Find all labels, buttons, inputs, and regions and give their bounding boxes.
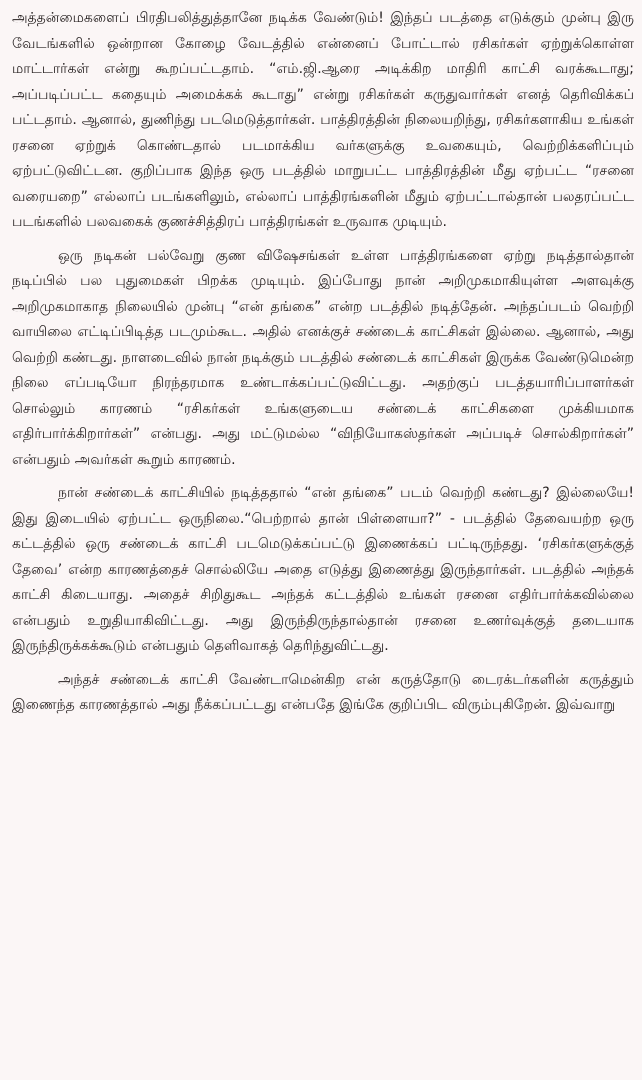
- paragraph-2: ஒரு நடிகன் பல்வேறு குண விஷேசங்கள் உள்ள பாத்திரங்களை ஏற்று நடித்தால்தான் நடிப்பில் பல புதுமைகள் பிறக்க முடியும். இப்போது நான் அறிமுகமாகியுள்ள அளவுக்கு அறிமுகமாகாத நிலையில் முன்பு “என் தங்கை” என்ற படத்தில் நடித்தேன். அந்தப்படம் வெற்றி வாயிலை எட்டிப்பிடித்த படமும்கூட. அதில் எனக்குச் சண்டைக் காட்சிகள் இல்லை. ஆனால், அது வெற்றி கண்டது. நாளடைவில் நான் நடிக்கும் படத்தில் சண்டைக் காட்சிகள் இருக்க வேண்டுமென்ற நிலை எப்படியோ நிரந்தரமாக உண்டாக்கப்பட்டுவிட்டது. அதற்குப் படத்தயாரிப்பாளர்கள் சொல்லும் காரணம் “ரசிகர்கள் உங்களுடைய சண்டைக் காட்சிகளை முக்கியமாக எதிர்பார்க்கிறார்கள்” என்பது. அது மட்டுமல்ல “விநியோகஸ்தர்கள் அப்படிச் சொல்கிறார்கள்” என்பதும் அவர்கள் கூறும் காரணம்.: [12, 247, 634, 468]
- paragraph-gap: [12, 236, 634, 244]
- paragraph-gap: [12, 660, 634, 668]
- paragraph-gap: [12, 473, 634, 481]
- paragraph-4: அந்தச் சண்டைக் காட்சி வேண்டாமென்கிற என் கருத்தோடு டைரக்டர்களின் கருத்தும் இணைந்த காரணத்தால் அது நீக்கப்பட்டது என்பதே இங்கே குறிப்பிட விரும்புகிறேன். இவ்வாறு: [12, 671, 634, 713]
- paragraph-3: நான் சண்டைக் காட்சியில் நடித்ததால் “என் தங்கை” படம் வெற்றி கண்டது? இல்லையே! இது இடையில் ஏற்பட்ட ஒருநிலை.“பெற்றால் தான் பிள்ளையா?” - படத்தில் தேவையற்ற ஒரு கட்டத்தில் ஒரு சண்டைக் காட்சி படமெடுக்கப்பட்டு இணைக்கப் பட்டிருந்தது. ‘ரசிகர்களுக்குத் தேவை’ என்ற காரணத்தைச் சொல்லியே அதை எடுத்து இணைத்து இருந்தார்கள். படத்தில் அந்தக் காட்சி கிடையாது. அதைச் சிறிதுகூட அந்தக் கட்டத்தில் உங்கள் ரசனை எதிர்பார்க்கவில்லை என்பதும் உறுதியாகிவிட்டது. அது இருந்திருந்தால்தான் ரசனை உணர்வுக்குத் தடையாக இருந்திருக்கக்கூடும் என்பதும் தெளிவாகத் தெரிந்துவிட்டது.: [12, 485, 634, 654]
- paragraph-1: அத்தன்மைகளைப் பிரதிபலித்துத்தானே நடிக்க வேண்டும்! இந்தப் படத்தை எடுக்கும் முன்பு இரு வேடங்களில் ஒன்றான கோழை வேடத்தில் என்னைப் போட்டால் ரசிகர்கள் ஏற்றுக்கொள்ள மாட்டார்கள் என்று கூறப்பட்டதாம். “எம்.ஜி.ஆரை அடிக்கிற மாதிரி காட்சி வரக்கூடாது; அப்படிப்பட்ட கதையும் அமைக்கக் கூடாது” என்று ரசிகர்கள் கருதுவார்கள் எனத் தெரிவிக்கப் பட்டதாம். ஆனால், துணிந்து படமெடுத்தார்கள். பாத்திரத்தின் நிலையறிந்து, ரசிகர்களாகிய உங்கள் ரசனை ஏற்றுக் கொண்டதால் படமாக்கிய வர்களுக்கு உவகையும், வெற்றிக்களிப்பும் ஏற்பட்டுவிட்டன. குறிப்பாக இந்த ஒரு படத்தில் மாறுபட்ட பாத்திரத்தின் மீது ஏற்பட்ட “ரசனை வரையறை” எல்லாப் படங்களிலும், எல்லாப் பாத்திரங்களின் மீதும் ஏற்பட்டால்தான் பலதரப்பட்ட படங்களில் பலவகைக் குணச்சித்திரப் பாத்திரங்கள் உருவாக முடியும்.: [12, 10, 634, 230]
